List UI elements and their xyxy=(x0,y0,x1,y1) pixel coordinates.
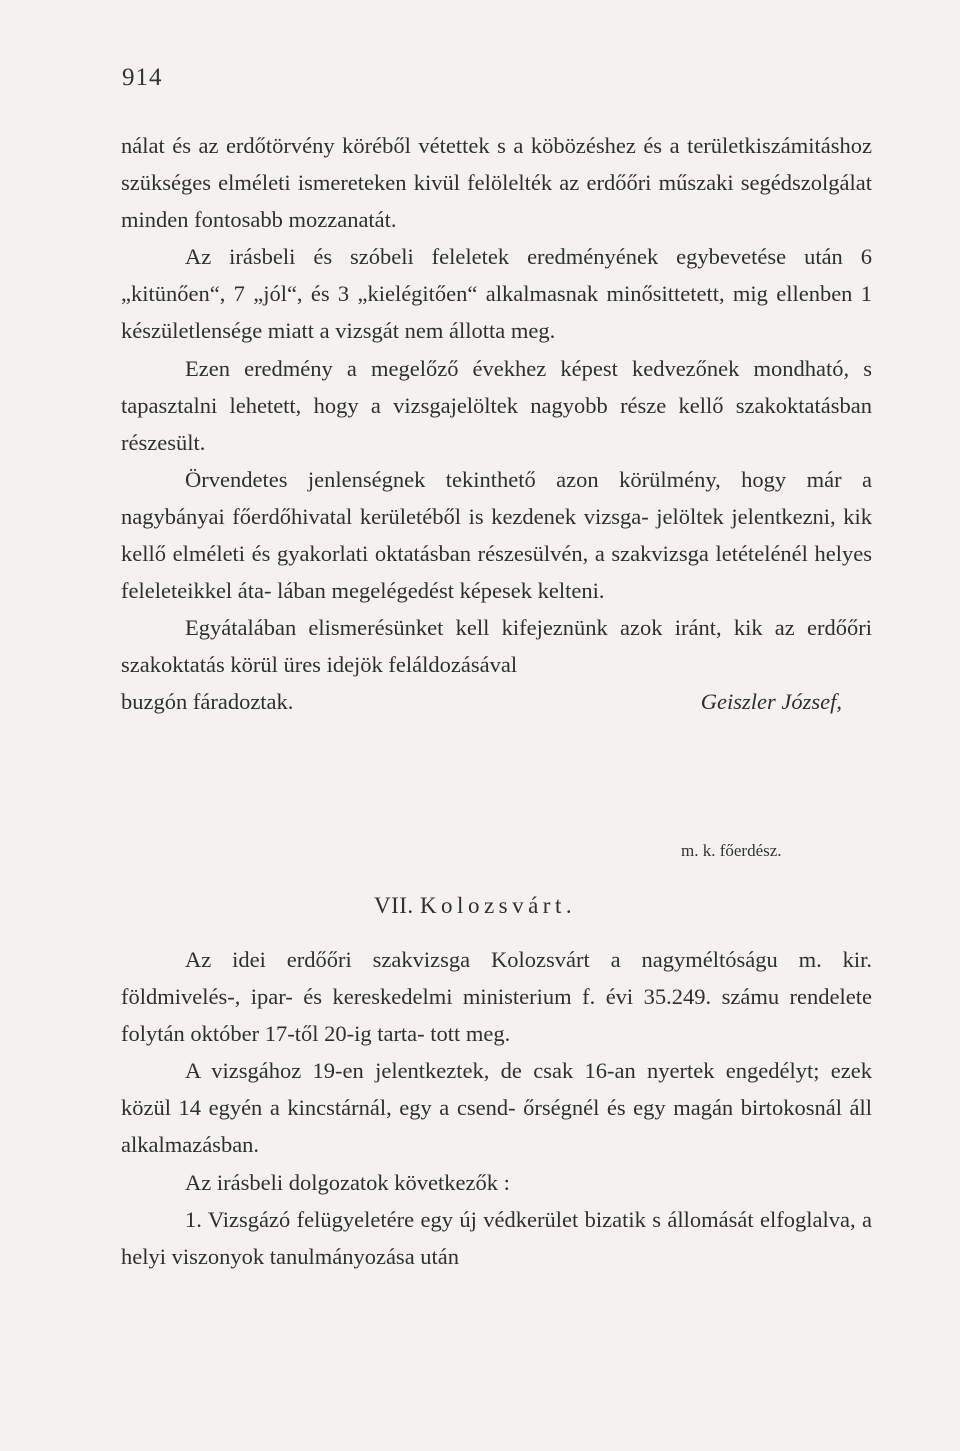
paragraph xyxy=(121,127,872,238)
paragraph xyxy=(121,1052,872,1163)
text-line: nem állotta meg. xyxy=(404,318,556,344)
signature-name: Geiszler József, xyxy=(700,689,842,715)
section-heading xyxy=(374,893,576,919)
text-line: őrségnél és egy magán birtokosnál áll alkalmazásban. xyxy=(121,1095,872,1158)
text-line: Egyátalában elismerésünket kell kifejeznünk azok iránt, xyxy=(185,615,722,641)
text-line: mozzanatát. xyxy=(288,207,397,233)
text-line: lában megelégedést képesek kelteni. xyxy=(277,578,605,604)
text-line: Az irásbeli dolgozatok következők : xyxy=(185,1169,510,1195)
text-line: nálat és az erdőtörvény köréből vétettek s a köbözéshez és xyxy=(121,133,663,158)
section-number: VII. xyxy=(374,893,414,918)
paragraph xyxy=(121,461,872,609)
text-line: jelöltek jelentkezni, kik kellő elméleti és gyakorlati oktatásban xyxy=(121,503,873,567)
text-line: m. kir. földmivelés-, ipar- és kereskedelmi ministerium f. évi xyxy=(121,947,873,1010)
paragraph xyxy=(121,941,872,1052)
text-line: A vizsgához 19-en jelentkeztek, de csak 16-an nyertek xyxy=(185,1058,715,1084)
text-line: Ezen eredmény a megelőző évekhez képest kedvezőnek xyxy=(185,355,740,381)
text-block-bottom xyxy=(121,941,872,1275)
text-line: már a nagybányai főerdőhivatal kerületéből is kezdenek vizsga- xyxy=(121,466,873,529)
text-line: után 6 „kitünően“, 7 „jól“, és 3 „kielégitően“ alkalmasnak xyxy=(121,244,872,307)
paragraph xyxy=(121,1164,872,1201)
paragraph xyxy=(121,350,872,461)
text-line: tott meg. xyxy=(430,1021,511,1047)
text-line: buzgón fáradoztak. xyxy=(121,689,294,715)
closing-line xyxy=(121,683,872,720)
text-line: 35.249. számu rendelete folytán október 17-től 20-ig tarta- xyxy=(121,984,873,1047)
text-line: felölelték az erdőőri műszaki segédszolgálat minden fontosabb xyxy=(121,170,872,233)
section-title: Kolozsvárt. xyxy=(419,893,577,918)
text-line: minősittetett, mig ellenben 1 készületlensége miatt a vizsgát xyxy=(121,281,872,344)
signature-title: m. k. főerdész. xyxy=(681,841,782,860)
text-line: engedélyt; ezek közül 14 egyén a kincstárnál, egy a csend- xyxy=(121,1058,872,1121)
text-line: állomását elfoglalva, a helyi viszonyok tanulmányozása után xyxy=(121,1206,872,1269)
text-line: mondható, s tapasztalni lehetett, hogy a vizsgajelöltek nagyobb xyxy=(121,355,872,418)
paragraph xyxy=(121,238,872,349)
paragraph xyxy=(121,609,872,683)
text-line: Az idei erdőőri szakvizsga Kolozsvárt a nagyméltóságu xyxy=(185,947,778,972)
paragraph xyxy=(121,1201,872,1275)
text-line: Az irásbeli és szóbeli feleletek eredményének egybevetése xyxy=(185,244,787,270)
text-line: 1. Vizsgázó felügyeletére egy új védkerület bizatik s xyxy=(185,1206,661,1232)
text-block-top xyxy=(121,127,872,721)
text-line: kik az erdőőri szakoktatás körül üres idejök feláldozásával xyxy=(121,615,872,678)
page-number: 914 xyxy=(122,64,163,91)
text-line: része kellő szakoktatásban részesült. xyxy=(121,392,872,455)
text-line: a területkiszámitáshoz szükséges elméleti ismereteken kivül xyxy=(121,133,873,196)
text-line: részesülvén, a szakvizsga letételénél helyes feleleteikkel áta- xyxy=(121,541,873,604)
text-line: Örvendetes jenlenségnek tekinthető azon körülmény, hogy xyxy=(185,466,787,492)
